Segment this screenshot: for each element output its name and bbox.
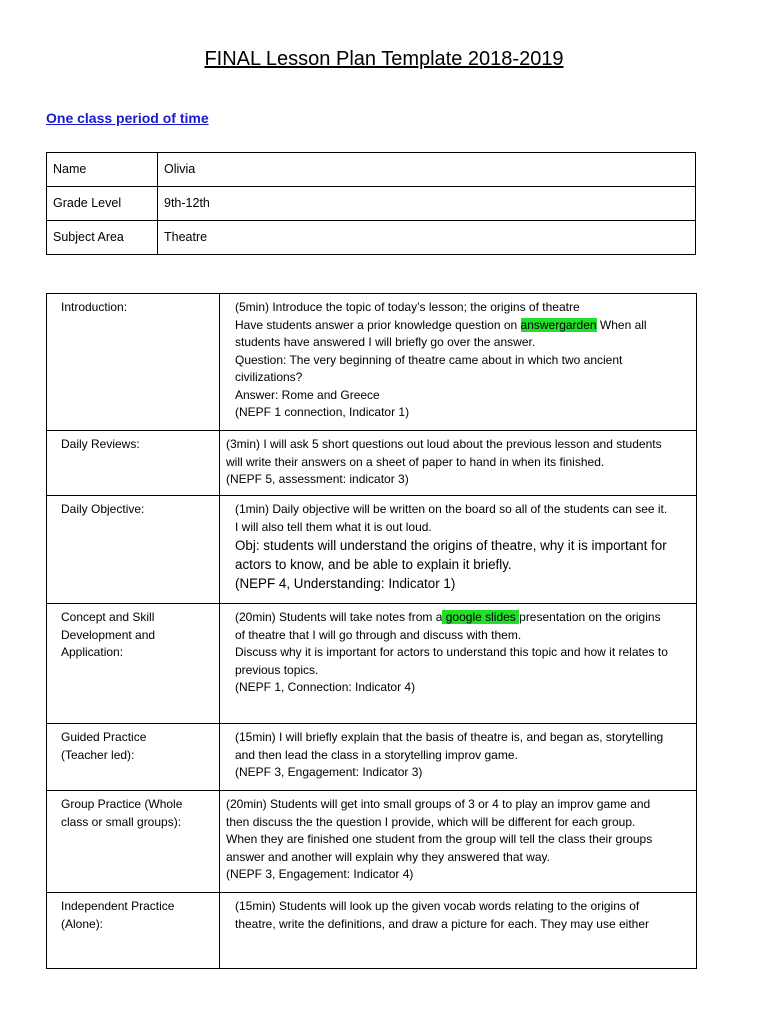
group-label-1: Group Practice (Whole [61, 797, 183, 811]
section-content [220, 431, 697, 496]
table-row [47, 153, 696, 187]
daily-reviews-label: Daily Reviews: [61, 437, 140, 451]
group-line-3: When they are finished one student from the group will tell the class their groups [226, 832, 653, 846]
info-value: Olivia [158, 153, 696, 187]
info-key: Grade Level [47, 187, 158, 221]
table-row [47, 294, 697, 431]
reviews-line-3: (NEPF 5, assessment: indicator 3) [226, 472, 409, 486]
guided-line-3: (NEPF 3, Engagement: Indicator 3) [235, 765, 423, 779]
guided-label-1: Guided Practice [61, 730, 147, 744]
intro-line-2 [226, 317, 688, 335]
table-row [47, 724, 697, 791]
section-content [220, 496, 697, 604]
objective-line-1: (1min) Daily objective will be written on the board so all of the students can see it. [235, 502, 668, 516]
section-content [220, 294, 697, 431]
concept-line-3: Discuss why it is important for actors to understand this topic and how it relates to [235, 645, 668, 659]
group-line-4: answer and another will explain why they answered that way. [226, 849, 550, 864]
independent-label-1: Independent Practice [61, 899, 175, 913]
section-label [47, 294, 220, 431]
intro-line-4: Question: The very beginning of theatre came about in which two ancient [235, 352, 623, 367]
section-label [47, 496, 220, 604]
concept-label-2: Development and [61, 627, 156, 642]
info-key: Name [47, 153, 158, 187]
group-line-5: (NEPF 3, Engagement: Indicator 4) [226, 867, 414, 881]
intro-text: Have students answer a prior knowledge question on [235, 317, 521, 332]
section-content [220, 604, 697, 724]
group-line-2: then discuss the the question I provide, which will be different for each group. [226, 814, 636, 829]
table-row [47, 791, 697, 893]
section-label [47, 431, 220, 496]
objective-line-2: I will also tell them what it is out loud. [235, 519, 432, 534]
objective-line-5: (NEPF 4, Understanding: Indicator 1) [235, 576, 456, 591]
guided-line-1: (15min) I will briefly explain that the basis of theatre is, and began as, storytelling [235, 730, 664, 744]
independent-line-2: theatre, write the definitions, and draw a picture for each. They may use either [235, 916, 649, 931]
concept-label-3: Application: [61, 645, 124, 659]
table-row [47, 496, 697, 604]
objective-line-4: actors to know, and be able to explain it briefly. [235, 557, 512, 572]
independent-label-2: (Alone): [61, 916, 104, 931]
info-key: Subject Area [47, 221, 158, 255]
group-label-2: class or small groups): [61, 814, 182, 829]
table-row [47, 604, 697, 724]
answergarden-highlight: answergarden [520, 317, 597, 332]
lesson-plan-table [46, 293, 697, 969]
reviews-line-1: (3min) I will ask 5 short questions out loud about the previous lesson and students [226, 437, 662, 451]
section-content [220, 724, 697, 791]
group-line-1: (20min) Students will get into small groups of 3 or 4 to play an improv game and [226, 797, 651, 811]
info-table [46, 152, 696, 255]
concept-line-2: of theatre that I will go through and discuss with them. [235, 627, 522, 642]
table-row [47, 893, 697, 969]
intro-line-6: Answer: Rome and Greece [235, 387, 380, 402]
info-value: 9th-12th [158, 187, 696, 221]
section-content [220, 791, 697, 893]
section-label [47, 604, 220, 724]
introduction-label: Introduction: [61, 300, 128, 314]
concept-text: presentation on the origins [519, 610, 661, 624]
info-value: Theatre [158, 221, 696, 255]
table-row [47, 221, 696, 255]
section-content [220, 893, 697, 969]
intro-line-3: students have answered I will briefly go over the answer. [235, 335, 536, 349]
intro-text: When all [596, 317, 647, 332]
concept-line-5: (NEPF 1, Connection: Indicator 4) [235, 680, 416, 694]
independent-line-1: (15min) Students will look up the given vocab words relating to the origins of [235, 899, 640, 913]
subtitle-link[interactable]: One class period of time [46, 110, 209, 126]
concept-line-1 [226, 609, 688, 627]
table-row [47, 187, 696, 221]
reviews-line-2: will write their answers on a sheet of paper to hand in when its finished. [226, 454, 605, 469]
google-slides-highlight: google slides [442, 610, 520, 624]
intro-line-1: (5min) Introduce the topic of today’s lesson; the origins of theatre [235, 300, 580, 314]
section-label [47, 893, 220, 969]
intro-line-7: (NEPF 1 connection, Indicator 1) [235, 405, 410, 419]
intro-line-5: civilizations? [235, 370, 303, 384]
page-title: FINAL Lesson Plan Template 2018-2019 [204, 48, 564, 70]
concept-text: (20min) Students will take notes from a [235, 610, 443, 624]
objective-line-3: Obj: students will understand the origins of theatre, why it is important for [235, 538, 667, 553]
concept-line-4: previous topics. [235, 662, 319, 677]
section-label [47, 791, 220, 893]
section-label [47, 724, 220, 791]
guided-label-2: (Teacher led): [61, 747, 135, 762]
table-row [47, 431, 697, 496]
daily-objective-label: Daily Objective: [61, 502, 145, 516]
guided-line-2: and then lead the class in a storytelling improv game. [235, 747, 518, 762]
concept-label-1: Concept and Skill [61, 610, 155, 624]
